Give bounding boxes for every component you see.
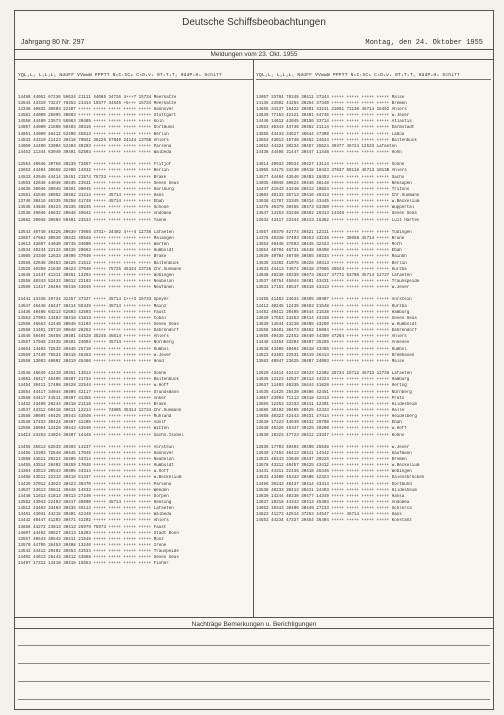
observation-row: 14655 40435 22452 30440 44350 47264 +++++ +++++ +++++ Ahlers	[256, 335, 407, 340]
observation-row: 13746 30416 40335 35258 41748 +++++ 45714 +++++ +++++ Ebah	[18, 200, 164, 205]
observation-row: 14436 40408 64213 52603 42503 +++++ +++++ +++++ +++++ Faust	[18, 310, 167, 315]
observation-row: 14639 14544 43238 30405 43250 +++++ +++++ +++++ +++++ w.Humboldt	[256, 322, 417, 327]
observation-row: 14537 40754 45044 30401 43431 +++++ +++++ +++++ +++++ Traunspeide	[256, 279, 420, 284]
observation-row: 14441 44311 22436 30418 45346 +++++ +++++ +++++ +++++ Wobingen	[256, 470, 412, 475]
notes-line	[18, 681, 490, 682]
observation-row: 14648 40238 40339 30473 36247 37772 53708 45714 12737 Lafaeten	[256, 273, 412, 278]
observation-row: 14446 14612 43045 30156 33714 +++++ +++++ +++++ +++++ Atlantis	[256, 120, 412, 125]
observation-row: 14432 43409 20244 30418 21116 +++++ +++++ +++++ +++++ Brake	[18, 402, 167, 407]
observation-row: 13558 10604 12428 30443 43540 +++++ +++++ +++++ +++++ Witten	[18, 427, 169, 432]
observation-row: 14604 40133 35713 30416 45413 +++++ +++++ +++++ +++++ Chr.Suemann	[256, 194, 420, 199]
observation-row: 13543 40740 46226 30639 73065 4731+ 34402 4+++4 12736 Lafaeten	[18, 230, 174, 235]
observation-row: 14534 40244 22133 30435 20663 +++++ +++++ +++++ +++++ Humboldt	[18, 249, 174, 254]
observation-row: 13525 40350 21630 30423 37040 +++++ 75725 45324 13736 Chr.Suemann	[18, 267, 182, 272]
observation-row: 13558 13401 29719 30648 28263 +++++ +++++ +++++ +++++ Dahrendorf	[18, 329, 179, 334]
right-observation-column	[256, 61, 491, 525]
observation-row: 14057 44000 21508 50403 30316 +++++ +++++ +++++ +++++ Dortmund	[18, 126, 174, 131]
meldungen-divider	[15, 59, 493, 60]
observation-sheet	[14, 10, 494, 710]
observation-row: 14456 30243 40437 30414 43314 +++++ +++++ +++++ +++++ Dortmund	[256, 482, 412, 487]
observation-row: 13639 14244 40338 30477 14349 +++++ +++++ +++++ +++++ Hansa	[256, 494, 405, 499]
observation-row: 13637 11403 40335 36444 41628 +++++ +++++ +++++ +++++ Hertog	[256, 384, 407, 389]
observation-row: 14557 40370 42774 30421 12311 +++++ +++++ +++++ +++++ Tubingen	[256, 230, 412, 235]
left-observation-column	[18, 61, 253, 568]
observation-row: 14535 41425 25438 30406 42451 +++++ +++++ +++++ +++++ Nürnberg	[256, 390, 412, 395]
observation-row: 14545 40404 35458 30481 44528 35245 45614 +++++ +++++ Ahlers	[18, 335, 169, 340]
observation-row: 14441 13348 40734 32457 37347 +++++ 45714 1+++3 15733 Speyer	[18, 298, 169, 303]
observation-row: 14135 24502 44254 30254 37340 +++++ +++++ +++++ +++++ Bremen	[256, 101, 407, 106]
observation-row: 13578 43212 40457 30425 43412 +++++ +++++ +++++ +++++ w.Beckelium	[256, 464, 420, 469]
observation-row: 14577 44464 43546 30403 19453 +++++ +++++ +++++ +++++ Sachs	[256, 175, 405, 180]
observation-row: 14553 42648 44048 30445 23531 +++++ +++++ +++++ +++++ Seven Seas	[18, 181, 179, 186]
observation-row: 14537 13613 35811 30446 14533 +++++ +++++ +++++ +++++ Wenden	[18, 488, 169, 493]
observation-row: 14523 43403 22531 30419 46414 +++++ +++++ +++++ +++++ Bremhaven	[256, 353, 415, 358]
observation-row: 14685 30193 30405 30425 42333 +++++ +++++ +++++ +++++ Halle	[256, 408, 405, 413]
observation-row: 14533 44310 21423 39418 70842 35226 57840 24144 1375B Ahlers	[18, 138, 169, 143]
observation-row: 14533 44413 74574 30418 37065 35544 +++++ +++++ +++++ Kurzba	[256, 267, 407, 272]
observation-row: 14537 43312 50418 30611 12214 +++++ 74805 45314 12734 Chr.Suemann	[18, 408, 182, 413]
observation-row: 14454 30411 17408 30428 32544 +++++ +++++ +++++ +++++ w.Hoff	[18, 384, 169, 389]
observation-row: 13533 40243 33640 30437 30225 +++++ +++++ +++++ +++++ Bremen	[256, 458, 407, 463]
observation-row: 13583 40947 23625 30407 24003 +++++ +++++ +++++ +++++ Malse	[256, 359, 405, 364]
observation-row: 14607 44462 30527 30413 16203 +++++ +++++ +++++ +++++ Stadt Bonn	[18, 531, 179, 536]
observation-row: 13553 40343 44746 30402 21114 +++++ +++++ +++++ +++++ Darmstadt	[256, 126, 415, 131]
observation-row: 13633 43417 33344 30413 15352 +++++ +++++ +++++ +++++ Luit Harten	[256, 218, 420, 223]
notes-line	[18, 699, 490, 700]
observation-row: 13638 40326 45347 30425 40208 +++++ +++++ +++++ +++++ w.Hoff	[256, 427, 407, 432]
observation-row: 13557 40543 30543 30411 21546 +++++ +++++ +++++ +++++ Monz	[18, 537, 164, 542]
observation-row: 14438 44406 31447 30447 11448 +++++ +++++ +++++ +++++ Hohn	[256, 151, 402, 156]
observation-row: 14536 44846 40423 35335 40245 +++++ +++++ +++++ +++++ Schone	[18, 206, 169, 211]
observation-row: 14547 14153 33248 30462 26313 14348 +++++ +++++ +++++ Seven Seas	[256, 212, 417, 217]
header-divider	[15, 49, 493, 50]
observation-row: 13653 44324 30234 30457 35524 39477 45724 12533 Lafaeten	[256, 144, 397, 149]
observation-row: 14654 14403 72533 39445 25710 +++++ +++++ +++++ +++++ Kumbol	[18, 347, 169, 352]
observation-row: 14452 40412 20405 30444 21538 +++++ +++++ +++++ +++++ Hamburg	[256, 310, 410, 315]
observation-row: 13654 40704 46731 36448 40408 +++++ +++++ +++++ +++++ Ebah	[256, 249, 402, 254]
observation-row: 14547 46448 48447 38414 56349 +++++ 45714 +++++ +++++ Mainz	[18, 304, 167, 309]
observation-row: 14555 44433 34527 36644 47398 +++++ +++++ +++++ +++++ Laboa	[256, 132, 405, 137]
observation-row: 14402 44613 26443 30412 43868 +++++ +++++ +++++ +++++ Seven Seas	[18, 556, 179, 561]
observation-row: 14655 34137 18422 30401 33241 21061 71136 45714 15492 Ahlers	[256, 108, 407, 113]
observation-row: 14442 40447 41203 30471 43202 +++++ +++++ +++++ +++++ Ahlers	[18, 519, 169, 524]
observation-row: 14657 23993 71113 30418 42413 +++++ +++++ +++++ +++++ Prats	[256, 396, 405, 401]
observation-row: 14605 24340 12633 30406 37040 +++++ +++++ +++++ +++++ Brake	[18, 255, 167, 260]
observation-row: 14455 13303 72548 30446 17046 +++++ +++++ +++++ +++++ Hannover	[18, 451, 174, 456]
observation-row: 13558 10401 30473 30462 15084 +++++ +++++ +++++ +++++ Dahrendorf	[256, 329, 417, 334]
observation-row: 13553 40646 30758 30239 72657 +++++ +++++ +++++ +++++ Fritjof	[18, 163, 172, 168]
observation-row: 13558 13603 40602 30419 45466 +++++ +++++ +++++ +++++ Hond	[18, 359, 164, 364]
observation-row: 14035 40046 30624 30446 48148 +++++ +++++ +++++ +++++ Neksapen	[256, 181, 412, 186]
observation-row: 13562 43043 22403 30417 45000 +++++ 45714 +++++ +++++ Hensing	[18, 501, 172, 506]
column-header: YQL₁L₁ L₁L₁L₁ NddFF VVwwW PPPTT NₕCₗhCₘ CₕDₛvₛ 0TₛTₛT₁ 0ddPₛHₛ Schiff	[18, 73, 253, 80]
observation-row: 13653 44404 30658 32400 14832 +++++ +++++ +++++ +++++ Berlin	[18, 169, 169, 174]
observation-row: 14304 43513 20543 30405 44314 +++++ +++++ +++++ +++++ w.Hoff	[18, 470, 169, 475]
observation-row: 13629 43414 42413 30433 12402 35734 15712 45713 12736 Lafaeten	[256, 372, 412, 377]
observation-row: 14453 11344 63040 30401 52503 +++++ +++++ +++++ +++++ Walbeda	[18, 151, 172, 156]
observation-row: 13538 40233 30413 30411 24403 +++++ +++++ +++++ +++++ Hildesheim	[256, 488, 417, 493]
observation-row: 13554 44417 34944 30405 42117 +++++ +++++ +++++ +++++ Grundsmann	[18, 390, 179, 395]
observation-row: 14553 40448 37603 30445 32423 +++++ +++++ +++++ +++++ Morh	[256, 243, 402, 248]
observation-row: 14448 11613 41813 30413 27240 +++++ +++++ +++++ +++++ Dörpen	[18, 494, 169, 499]
observation-row: 14646 11447 41311 30451 13204 +++++ +++++ +++++ +++++ Wobingen	[18, 273, 174, 278]
observation-row: 14055 34175 34230 30418 18423 37637 55118 45713 1013B Ahlers	[256, 169, 407, 174]
observation-row: 13636 17703 40404 30406 25548 +++++ +++++ +++++ +++++ w.Jever	[256, 445, 410, 450]
observation-row: 13639 17453 40413 30411 14342 +++++ +++++ +++++ +++++ Kaufmann	[256, 451, 412, 456]
observation-row: 14455 43514 20402 30459 17046 +++++ +++++ +++++ +++++ Humboldt	[18, 464, 174, 469]
observation-row: 13376 40370 30465 30473 53350 +++++ +++++ +++++ +++++ Wuppertal	[256, 206, 415, 211]
observation-row: 14558 44400 23573 56963 30405 +++++ +++++ +++++ +++++ Köln	[18, 120, 164, 125]
column-header: YQL₁L₁ L₁L₁L₁ NddFF VVwwW PPPTT NₕCₗhCₘ CₕDₛvₛ 0TₛTₛT₁ 0ddPₛHₛ Schiff	[256, 73, 491, 80]
footer-label-divider	[15, 628, 493, 629]
observation-row: 13639 77153 42421 30401 44745 +++++ +++++ +++++ +++++ w.Jever	[256, 114, 410, 119]
observation-row: 13639 40704 40740 30455 40334 +++++ +++++ +++++ +++++ Rainbh	[256, 255, 407, 260]
observation-row: 14412 40245 12435 30463 21548 +++++ +++++ +++++ +++++ Kurzba	[256, 304, 407, 309]
observation-row: 13662 30046 30603 50401 23533 +++++ +++++ +++++ +++++ Tanne	[18, 218, 167, 223]
observation-row: 13570 44705 36453 30408 13240 +++++ +++++ +++++ +++++ Irene	[18, 544, 167, 549]
observation-row: 14581 44000 26995 30603 +++++ +++++ +++++ +++++ +++++ Stuttgart	[18, 114, 177, 119]
observation-row: 13551 41546 30952 30482 31214 +++++ 45714 +++++ +++++ Hans	[18, 194, 164, 199]
observation-row: 14512 43403 33403 30435 45114 +++++ +++++ +++++ +++++ Lafaeten	[18, 507, 174, 512]
observation-row: 13639 17553 24253 30414 43338 +++++ +++++ +++++ +++++ Seven Seas	[256, 316, 417, 321]
observation-row: 14614 40933 39534 30427 13114 +++++ +++++ +++++ +++++ Sonne	[256, 163, 405, 168]
observation-row: 13544 44310 73247 76453 21414 15577 34645 +5+++ 15734 Meerkatze	[18, 101, 177, 106]
observation-row: 14455 35613 62533 30403 14237 +++++ +++++ +++++ +++++ Vorstein	[18, 445, 174, 450]
observation-row: 14658 44272 23813 30413 25979 75973 +++++ +++++ +++++ Faust	[18, 525, 167, 530]
observation-row: 13538 17433 30424 30407 42205 +++++ +++++ +++++ +++++ Adolf	[18, 421, 167, 426]
issue-date: Montag, den 24. Oktober 1955	[365, 39, 483, 47]
observation-row: 13558 44417 44511 30407 31356 +++++ +++++ +++++ +++++ Anker	[18, 396, 167, 401]
observation-row: 13633 17153 46537 30418 43413 +++++ +++++ +++++ +++++ w.Jever	[256, 286, 410, 291]
observation-row: 14508 43511 20224 36405 44314 +++++ +++++ +++++ +++++ Neubelon	[18, 458, 174, 463]
observation-row: 14553 27093 14403 38416 41813 +++++ +++++ +++++ +++++ Cobal	[18, 316, 167, 321]
footer-divider	[15, 617, 493, 618]
column-divider	[253, 59, 254, 618]
observation-row: 14538 43405 40404 30418 43465 +++++ +++++ +++++ +++++ Kumbol	[256, 347, 407, 352]
observation-row: 14535 34302 41075 30428 40313 +++++ +++++ +++++ +++++ Berlin	[256, 261, 407, 266]
observation-row: 13657 47663 30536 30442 40548 +++++ +++++ +++++ +++++ Malangen	[18, 237, 174, 241]
observation-row: 14439 37012 43923 30423 30470 +++++ +++++ +++++ +++++ Parsena	[18, 482, 172, 487]
issue-number: Jahrgang 80 Nr. 297	[21, 39, 85, 46]
observation-row: 13636 41707 33345 30414 43445 +++++ +++++ +++++ +++++ w.Beckelium	[256, 200, 420, 205]
observation-row: 13639 17223 44639 30432 20708 +++++ +++++ +++++ +++++ Ebah	[256, 421, 402, 426]
observation-row: 13538 40046 48632 30848 40642 +++++ +++++ +++++ +++++ Andomea	[18, 212, 172, 217]
observation-row: 13556 42648 30453 38425 21512 +++++ +++++ +++++ +++++ Baltenbuck	[18, 261, 179, 266]
observation-row: 14602 46417 46405 30407 21734 +++++ +++++ +++++ +++++ Baltenbuck	[18, 378, 179, 383]
observation-row: 14653 10343 30406 30449 27233 +++++ +++++ +++++ +++++ Schlerca	[256, 507, 412, 512]
observation-row: 14051 44000 46412 52406 45613 +++++ +++++ +++++ +++++ Berlin	[18, 132, 169, 137]
observation-row: 13559 11417 26404 96416 43849 +++++ +++++ +++++ +++++ Neufanen	[18, 286, 174, 291]
observation-row: 14468 43511 22313 30418 61437 +++++ +++++ +++++ +++++ w.Beckelium	[18, 476, 182, 481]
footer-label: Nachträge Bemerkungen u. Berichtigungen	[191, 621, 317, 628]
observation-row: 14639 10323 47723 30412 23347 +++++ +++++ +++++ +++++ Kohns	[256, 433, 405, 438]
observation-row: 14658 40323 42443 30431 47414 +++++ +++++ +++++ +++++ Heidelberg	[256, 415, 417, 420]
observation-row: 14050 44400 33004 52403 49203 +++++ +++++ +++++ +++++ Parsena	[18, 144, 172, 149]
observation-row: 14533 43400 45343 30406 42323 +++++ +++++ +++++ +++++ Dalensbrücken	[256, 476, 425, 481]
observation-row: 14613 43607 44030 38745 34000 +++++ +++++ +++++ +++++ Warten	[18, 243, 169, 248]
sheet-title: Deutsche Schiffsbeobachtungen	[182, 17, 326, 28]
observation-row: 14548 46649 42419 30451 13614 +++++ +++++ +++++ +++++ Sonne	[18, 372, 167, 377]
observation-row: 13558 30604 46425 30443 43540 +++++ +++++ +++++ +++++ Ruhland	[18, 415, 172, 420]
meldungen-label: Meldungen vom 23. Okt. 1955	[210, 51, 298, 58]
observation-row: 14446 13454 33204 30407 35265 +++++ +++++ +++++ +++++ Anneses	[256, 341, 410, 346]
observation-row: 14057 33704 70345 30411 37344 +++++ +++++ +++++ +++++ Malse	[256, 95, 405, 100]
observation-row: 14497 17312 14418 30415 15553 +++++ +++++ +++++ +++++ Fisher	[18, 562, 169, 567]
observation-row: 14533 43540 44414 35451 21574 75733 +++++ +++++ +++++ Brake	[18, 175, 167, 180]
observation-row: 14636 12123 42537 30413 44324 +++++ +++++ +++++ +++++ Hamburg	[256, 378, 410, 383]
observation-row: 14623 41273 42514 37253 44547 +++++ 45714 +++++ +++++ Hans	[256, 513, 402, 518]
observation-row: 14461 43041 44215 30401 42348 +++++ +++++ +++++ +++++ Walbeda	[18, 513, 172, 518]
observation-row: 14488 44051 67236 50634 21111 44085 34726 4+++7 15734 Meerkatze	[18, 95, 177, 100]
observation-row: 14348 40832 30603 22407 +++++ +++++ +++++ +++++ +++++ Hannover	[18, 108, 174, 113]
observation-row: 14413 23253 24024 30407 14448 +++++ +++++ +++++ +++++ Sachs.Isobel	[18, 433, 184, 438]
observation-row: 13553 43813 46748 30452 24634 +++++ +++++ +++++ +++++ Baltenbuck	[256, 138, 417, 143]
observation-row: 14553 44234 47337 30454 36404 +++++ +++++ +++++ +++++ Konstanz	[256, 519, 412, 524]
observation-row: 13555 12253 32333 30411 12401 +++++ +++++ +++++ +++++ Hildesheim	[256, 402, 417, 407]
notes-line	[18, 663, 490, 664]
observation-row: 13558 40343 52433 30612 22103 +++++ +++++ +++++ +++++ Neubelon	[18, 279, 174, 284]
observation-row: 14542 44412 20402 30453 43533 +++++ +++++ +++++ +++++ Trauspeide	[18, 550, 179, 555]
observation-row: 14557 17046 23435 30481 24004 +++++ 45714 +++++ +++++ Nürnberg	[18, 341, 174, 346]
observation-row: 14635 30046 30945 30481 30045 +++++ +++++ +++++ +++++ Harlburg	[18, 187, 174, 192]
observation-row: 14447 41543 43248 30413 10824 +++++ +++++ +++++ +++++ Tritons	[256, 187, 410, 192]
observation-row: 13559 17449 75534 30418 46453 +++++ +++++ +++++ +++++ w.Jever	[18, 353, 172, 358]
observation-row: 14378 40338 37403 30453 33248 +++++ 39658 45714 +++++ Brane	[256, 237, 405, 241]
notes-line	[18, 645, 490, 646]
observation-row: 13558 46653 42440 30648 51103 +++++ +++++ +++++ +++++ Seven Seas	[18, 322, 179, 327]
observation-row: 13637 10318 44343 30413 45303 +++++ +++++ +++++ +++++ Andomea	[256, 501, 410, 506]
observation-row: 14455 41403 24634 30405 30407 +++++ +++++ +++++ +++++ Vorstein	[256, 298, 412, 303]
